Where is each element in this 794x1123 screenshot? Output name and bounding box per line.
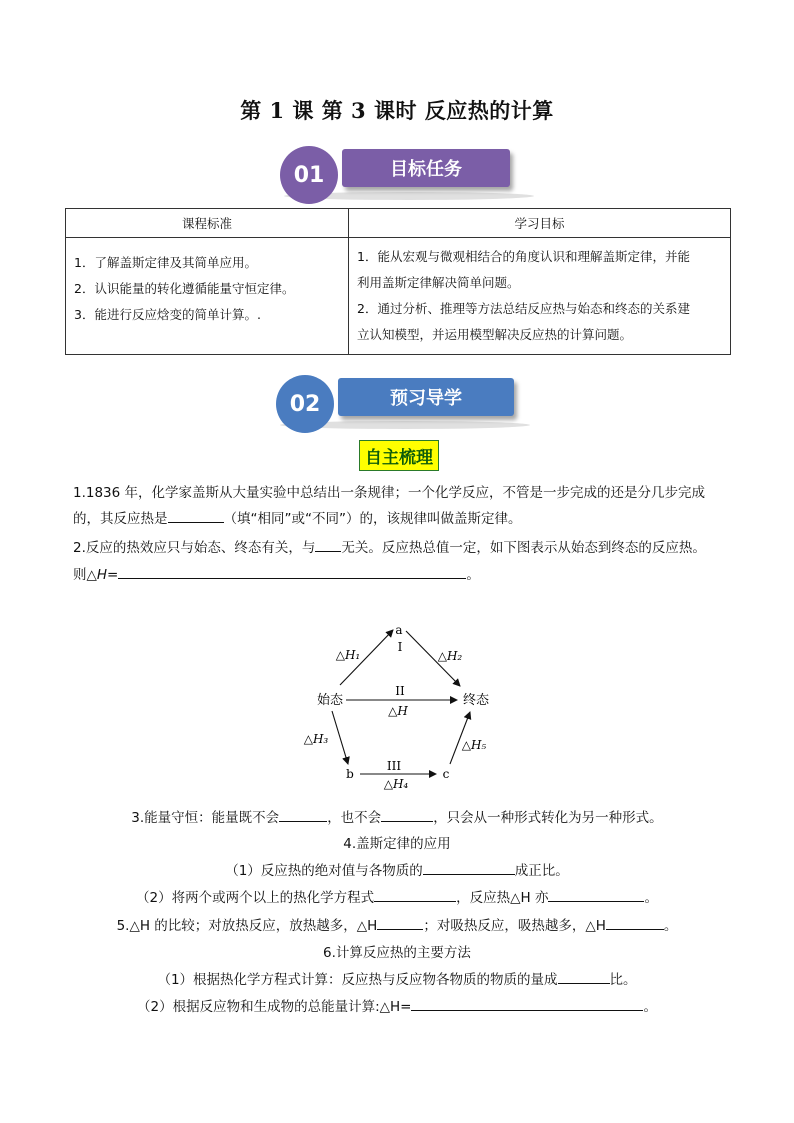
text: 。 — [644, 890, 658, 906]
fill-blank[interactable] — [381, 807, 433, 822]
table-header-goals: 学习目标 — [349, 209, 731, 238]
node-start: 始态 — [316, 693, 344, 708]
label-dH: △H — [388, 704, 408, 718]
fill-blank[interactable] — [377, 915, 423, 930]
text: （1）根据热化学方程式计算：反应热与反应物各物质的物质的量成 — [157, 972, 558, 988]
node-c: c — [442, 767, 450, 781]
item4-line1 — [0, 859, 794, 879]
text: 的，其反应热是 — [73, 511, 168, 527]
page-title: 第 1 课 第 3 课时 反应热的计算 — [240, 98, 554, 123]
hess-law-diagram — [290, 615, 520, 790]
label-dH3: △H₃ — [303, 732, 329, 746]
list-item: 利用盖斯定律解决简单问题。 — [357, 275, 520, 290]
list-item: 3．能进行反应焓变的简单计算。. — [74, 307, 261, 322]
text: 5.△H 的比较；对放热反应，放热越多，△H — [116, 918, 378, 934]
text: （1）反应热的绝对值与各物质的 — [225, 863, 423, 879]
section-number-badge: 02 — [276, 375, 334, 433]
text: 比。 — [609, 972, 637, 988]
text: 。 — [643, 999, 657, 1015]
node-b: b — [346, 767, 354, 781]
text: 3.能量守恒：能量既不会 — [131, 810, 280, 826]
list-item: 1．能从宏观与微观相结合的角度认识和理解盖斯定律，并能 — [357, 249, 690, 264]
fill-blank[interactable] — [118, 564, 466, 579]
goals-table — [65, 208, 731, 355]
text: H — [96, 567, 108, 583]
label-path-III: III — [386, 759, 402, 773]
fill-blank[interactable] — [411, 996, 643, 1011]
label-path-II: II — [395, 684, 405, 698]
standards-cell — [66, 238, 349, 355]
item5-line — [0, 914, 794, 934]
fill-blank[interactable] — [374, 887, 456, 902]
para2-line1 — [73, 536, 706, 556]
item6-line1 — [0, 968, 794, 988]
item4-title: 4.盖斯定律的应用 — [343, 836, 451, 852]
node-end: 终态 — [462, 693, 490, 708]
text: （2）根据反应物和生成物的总能量计算:△H= — [137, 999, 412, 1015]
text: （2）将两个或两个以上的热化学方程式 — [136, 890, 375, 906]
label-dH1: △H₁ — [335, 648, 361, 662]
text: 。 — [466, 567, 480, 583]
text: 无关。反应热总值一定，如下图表示从始态到终态的反应热。 — [341, 540, 706, 556]
text: 。 — [663, 918, 678, 934]
table-header-row — [66, 209, 731, 238]
item6-title: 6.计算反应热的主要方法 — [323, 945, 471, 961]
item3-line — [0, 806, 794, 826]
fill-blank[interactable] — [279, 807, 327, 822]
text: ；对吸热反应，吸热越多，△H — [423, 918, 606, 934]
table-row — [66, 238, 731, 355]
section-number-badge: 01 — [280, 146, 338, 204]
fill-blank[interactable] — [548, 887, 644, 902]
node-a: a — [395, 623, 403, 637]
text: ，反应热△H 亦 — [456, 890, 549, 906]
text: ，也不会 — [327, 810, 382, 826]
para2-line2 — [73, 563, 480, 583]
fill-blank[interactable] — [606, 915, 664, 930]
item4-line2 — [0, 886, 794, 906]
list-item: 2．通过分析、推理等方法总结反应热与始态和终态的关系建 — [357, 301, 690, 316]
list-item: 1．了解盖斯定律及其简单应用。 — [74, 255, 257, 270]
fill-blank[interactable] — [315, 537, 341, 552]
section-header-goals — [280, 146, 520, 204]
item6-line2 — [0, 995, 794, 1015]
label-path-I: I — [397, 640, 403, 654]
para1-line1: 1.1836 年，化学家盖斯从大量实验中总结出一条规律；一个化学反应，不管是一步完成的还是分几步完成 — [73, 485, 706, 501]
text: 成正比。 — [514, 863, 569, 879]
label-dH5: △H₅ — [461, 738, 487, 752]
section-header-preview — [276, 375, 526, 433]
fill-blank[interactable] — [558, 969, 610, 984]
table-header-standards: 课程标准 — [66, 209, 349, 238]
text: ，只会从一种形式转化为另一种形式。 — [433, 810, 663, 826]
fill-blank[interactable] — [168, 508, 224, 523]
text: = — [107, 567, 119, 583]
text: 则△ — [73, 567, 97, 583]
label-dH4: △H₄ — [383, 777, 409, 790]
para1-line2 — [73, 507, 521, 527]
text: （填“相同”或“不同”）的，该规律叫做盖斯定律。 — [223, 511, 522, 527]
list-item: 立认知模型，并运用模型解决反应热的计算问题。 — [357, 327, 633, 342]
fill-blank[interactable] — [423, 860, 515, 875]
section-title: 目标任务 — [342, 149, 510, 187]
goals-cell — [349, 238, 731, 355]
arrow-start-to-b — [332, 711, 348, 764]
text: 2.反应的热效应只与始态、终态有关，与 — [73, 540, 316, 556]
list-item: 2．认识能量的转化遵循能量守恒定律。 — [74, 281, 295, 296]
label-dH2: △H₂ — [437, 649, 463, 663]
section-title: 预习导学 — [338, 378, 514, 416]
subheading: 自主梳理 — [359, 440, 439, 471]
